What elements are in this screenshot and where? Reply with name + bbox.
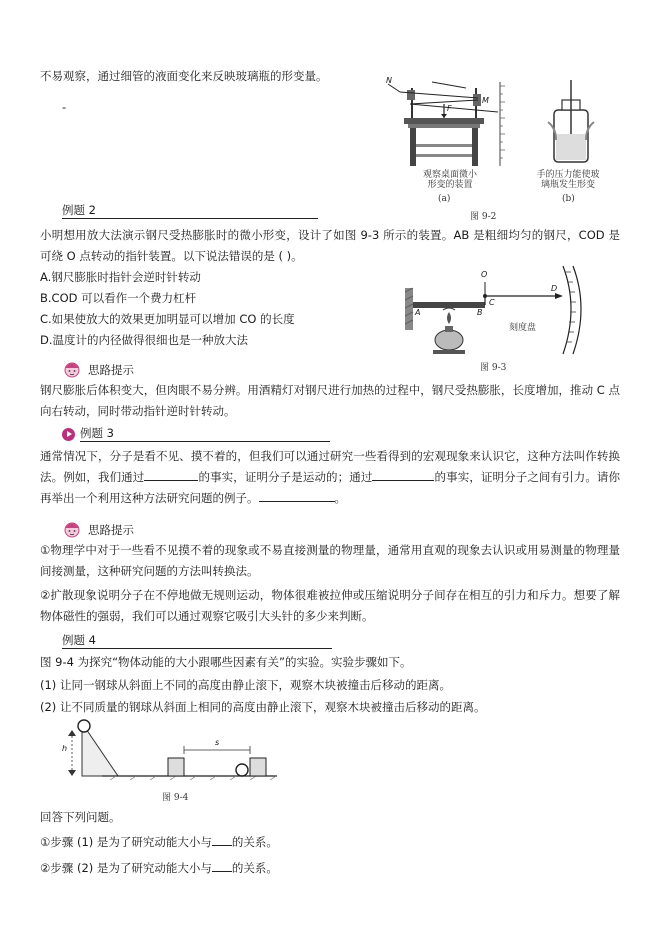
example-3-hint-header: [62, 521, 134, 539]
fig92-letter-m: M: [482, 96, 489, 105]
example-2-hint-title: 思路提示: [88, 363, 134, 377]
example-4-answer-prompt: 回答下列问题。: [40, 810, 121, 824]
example-4-q1-pre: ①步骤 (1) 是为了研究动能大小与: [40, 835, 212, 849]
example-3-hint-p1: ①物理学中对于一些看不见摸不着的现象或不易直接测量的物理量，通常用直观的现象去认识或用易测量的物理量间接测量，这种研究问题的方法叫转换法。: [40, 543, 620, 578]
fig92-label-a-line1: 观察桌面微小: [422, 170, 477, 180]
example-3-q-end: 。: [334, 491, 346, 505]
example-2-title: 例题 2: [62, 203, 318, 219]
example-3-title: 例题 3: [80, 426, 330, 442]
fig93-point-o: O: [481, 270, 488, 279]
example-3-q-part1: 通常情况下，分子是看不见、摸不着的，但我们可以通过研究一些看得到的宏观现象来认识它，这种方法叫作转换法。例如，我们通过: [40, 449, 620, 484]
fig93-point-a: A: [415, 308, 421, 317]
girl-face-icon: [62, 361, 82, 379]
fig93-caption: 图 9-3: [480, 363, 507, 373]
example-3-q-part3: 的事实，证明分子之间有引力。请你再举出一个利用这种方法研究问题的例子。: [40, 470, 621, 505]
fig93-point-b: B: [477, 308, 483, 317]
fig94-h-label: h: [62, 744, 68, 753]
example-3-q-part2: 的事实，证明分子是运动的；通过: [198, 470, 373, 484]
figure-9-3: [405, 262, 620, 362]
example-4-blank-1[interactable]: [212, 833, 232, 846]
example-4-blank-2[interactable]: [212, 859, 232, 872]
example-4-intro: 图 9-4 为探究“物体动能的大小跟哪些因素有关”的实验。实验步骤如下。: [40, 655, 412, 669]
fig92-caption: 图 9-2: [470, 212, 497, 222]
example-4-step-1: (1) 让同一钢球从斜面上不同的高度由静止滚下，观察木块被撞击后移动的距离。: [40, 678, 451, 692]
fig92-label-a-line2: 形变的装置: [427, 180, 473, 190]
example-3-question: [40, 446, 620, 509]
example-4-step-2: (2) 让不同质量的钢球从斜面上相同的高度由静止滚下，观察木块被撞击后移动的距离。: [40, 700, 486, 714]
fig92-letter-f: F: [447, 104, 452, 113]
example-3-blank-3[interactable]: [259, 489, 335, 502]
fig93-point-c: C: [489, 298, 495, 307]
example-2-option-b: B.COD 可以看作一个费力杠杆: [40, 291, 197, 305]
example-2-option-c: C.如果使放大的效果更加明显可以增加 CO 的长度: [40, 312, 295, 326]
example-4-question-2: [40, 859, 278, 876]
example-3-blank-2[interactable]: [372, 468, 434, 481]
figure-9-2-drawing: [380, 78, 620, 220]
example-2-option-a: A.钢尺膨胀时指针会逆时针转动: [40, 270, 201, 284]
fig92-label-b-line1: 手的压力能使玻: [536, 170, 600, 180]
girl-face-icon: [62, 521, 82, 539]
fig93-point-d: D: [551, 284, 558, 293]
fig92-label-a: [420, 170, 480, 190]
example-2-option-d: D.温度计的内径做得很细也是一种放大法: [40, 333, 249, 347]
play-icon: [62, 428, 75, 441]
example-4-question-1: [40, 833, 278, 850]
example-3-blank-1[interactable]: [144, 468, 198, 481]
fig92-letter-n: N: [386, 76, 392, 85]
example-3-hint-p2: ②扩散现象说明分子在不停地做无规则运动，物体很难被拉伸或压缩说明分子间存在相互的引力和斥力。想要了解物体磁性的强弱，我们可以通过观察它吸引大头针的多少来判断。: [40, 588, 620, 623]
example-4-title: 例题 4: [62, 633, 332, 649]
dash-mark: -: [62, 100, 67, 114]
example-2-hint-header: [62, 361, 134, 379]
example-3-hint-title: 思路提示: [88, 523, 134, 537]
figure-9-4: [62, 718, 282, 780]
example-2-question: 小明想用放大法演示钢尺受热膨胀时的微小形变，设计了如图 9-3 所示的装置。AB 是粗细均匀的钢尺，COD 是可绕 O 点转动的指针装置。以下说法错误的是 ( )。: [40, 228, 620, 263]
fig94-s-label: s: [215, 738, 220, 747]
intro-line: 不易观察，通过细管的液面变化来反映玻璃瓶的形变量。: [40, 69, 328, 83]
example-3-header: [62, 426, 330, 442]
fig92-label-b: [530, 170, 606, 190]
fig92-tag-a: (a): [438, 194, 451, 204]
example-2-hint-text: 钢尺膨胀后体积变大，但肉眼不易分辨。用酒精灯对钢尺进行加热的过程中，钢尺受热膨胀，长度增加，推动 C 点向右转动，同时带动指针逆时针转动。: [40, 383, 620, 418]
fig94-caption: 图 9-4: [162, 793, 189, 803]
fig93-scale-label: 刻度盘: [509, 323, 537, 333]
fig92-tag-b: (b): [562, 194, 575, 204]
figure-9-2: [380, 78, 620, 220]
figure-9-4-drawing: [62, 718, 282, 780]
example-4-q1-post: 的关系。: [231, 835, 278, 849]
example-4-q2-pre: ②步骤 (2) 是为了研究动能大小与: [40, 861, 212, 875]
figure-9-3-drawing: [405, 262, 620, 362]
example-4-q2-post: 的关系。: [231, 861, 278, 875]
fig92-label-b-line2: 璃瓶发生形变: [540, 180, 595, 190]
